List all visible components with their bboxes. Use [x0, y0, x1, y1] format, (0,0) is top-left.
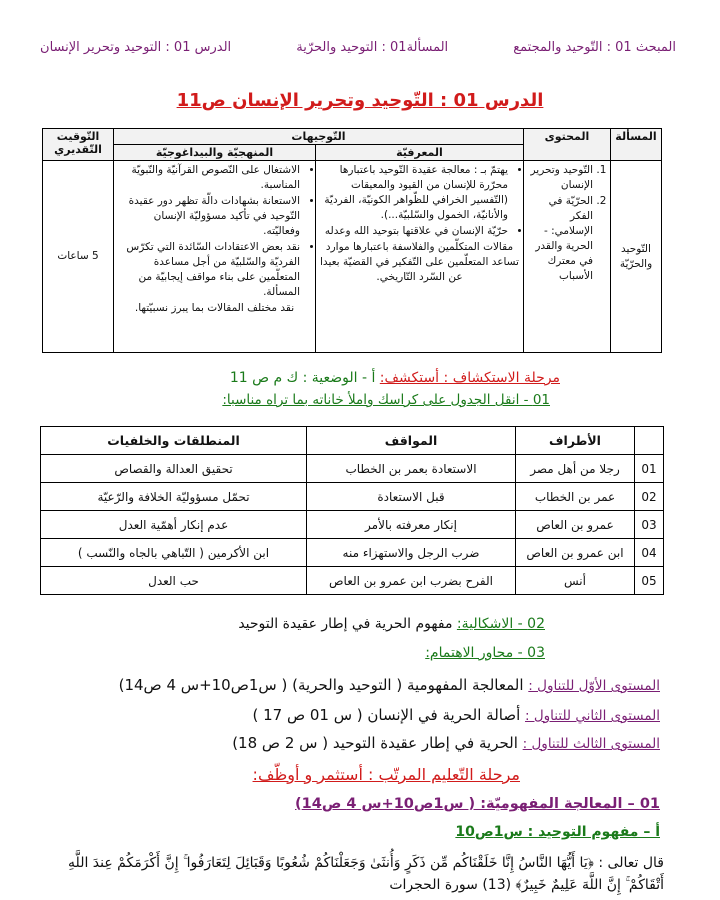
table-row — [41, 539, 664, 567]
lesson-title: الدرس 01 : التّوحيد وتحرير الإنسان ص11 — [176, 90, 544, 111]
row-number: 04 — [635, 539, 664, 567]
col-timing: التّوقيت التّقديري — [43, 129, 114, 161]
verse-block — [56, 852, 664, 896]
cell-content — [524, 161, 611, 353]
method-note: نقد مختلف المقالات بما يبرز نسبيّتها. — [134, 302, 295, 314]
table-header-row — [41, 427, 664, 455]
lesson-plan-table — [42, 128, 662, 353]
method-item: • نقد بعض الاعتقادات السّائدة التي تكرّس الفرديّة والسّلبيّة من أجل مساعدة المتعلّمين على بناء مواقف إيجابيّة من المسألة. — [117, 240, 300, 300]
knowledge-item: • حرّيّة الإنسان في علاقتها بتوحيد الله وعدله — [319, 224, 508, 239]
axes-label: 03 - محاور الاهتمام: — [425, 645, 545, 661]
background-cell: حب العدل — [41, 567, 307, 595]
row-number: 05 — [635, 567, 664, 595]
party-cell: ابن عمرو بن العاص — [516, 539, 635, 567]
table-row — [41, 567, 664, 595]
cell-timing: 5 ساعات — [43, 161, 114, 353]
page-header — [40, 40, 676, 55]
background-cell: ابن الأكرمين ( التّباهي بالجاه والنّسب ) — [41, 539, 307, 567]
stance-cell: الاستعادة بعمر بن الخطاب — [307, 455, 516, 483]
col-guidance: التّوجيهات — [114, 129, 524, 145]
problematic-text: مفهوم الحرية في إطار عقيدة التوحيد — [238, 616, 457, 632]
col-method: المنهجيّة والبيداغوجيّة — [114, 145, 316, 161]
header-cell: المواقف — [307, 427, 516, 455]
stage1-line — [230, 370, 560, 386]
header-lesson: الدرس 01 : التوحيد وتحرير الإنسان — [40, 40, 232, 55]
party-cell: عمر بن الخطاب — [516, 483, 635, 511]
method-item: • الاشتغال على النّصوص القرآنيّة والنّبويّة المناسبة. — [117, 163, 300, 193]
method-item: • الاستعانة بشهادات دالّة تظهر دور عقيدة التّوحيد في تأكيد مسؤوليّة الإنسان وفعاليّته. — [117, 194, 300, 239]
header-cell: الأطراف — [516, 427, 635, 455]
verse-ref: (13) سورة الحجرات — [389, 877, 516, 893]
subsection-a: أ – مفهوم التوحيد : س1ص10 — [455, 824, 660, 840]
level-3 — [232, 734, 660, 752]
content-item: 1. التّوحيد وتحرير الإنسان — [527, 163, 593, 193]
col-content: المحتوى — [524, 129, 611, 161]
stance-cell: إنكار معرفته بالأمر — [307, 511, 516, 539]
level-1 — [119, 676, 660, 694]
knowledge-note: مقالات المتكلّمين والفلاسفة باعتبارها موارد تساعد المتعلّمين على التّفكير في القضيّة بعيدا عن السّرد التّاريخي. — [320, 241, 519, 283]
stage1-title: مرحلة الاستكشاف : أستكشف: — [379, 370, 560, 386]
stance-cell: قبل الاستعادة — [307, 483, 516, 511]
cell-problem: التّوحيد والحرّيّة — [611, 161, 662, 353]
header-cell — [635, 427, 664, 455]
level-label: المستوى الثاني للتناول : — [525, 708, 660, 724]
verse-text: ﴿يَا أَيُّهَا النَّاسُ إِنَّا خَلَقْنَاكُم مِّن ذَكَرٍ وَأُنثَىٰ وَجَعَلْنَاكُمْ شُعُوبًا وَقَبَائِلَ لِتَعَارَفُوا ۚ إِنَّ أَكْرَمَكُمْ عِندَ اللَّهِ أَتْقَاكُمْ ۚ إِنَّ اللَّهَ عَلِيمٌ خَبِيرٌ﴾ — [68, 855, 664, 893]
problematic-line — [238, 616, 545, 632]
party-cell: أنس — [516, 567, 635, 595]
party-cell: رجلا من أهل مصر — [516, 455, 635, 483]
cell-method — [114, 161, 316, 353]
background-cell: عدم إنكار أهمّية العدل — [41, 511, 307, 539]
col-problem: المسألة — [611, 129, 662, 161]
instruction: 01 - انقل الجدول على كراسك واملأ خاناته بما تراه مناسبا: — [222, 392, 550, 408]
stance-cell: ضرب الرجل والاستهزاء منه — [307, 539, 516, 567]
section-01: 01 – المعالجة المفهوميّة: ( س1ص10+س 4 ص14) — [295, 796, 660, 812]
cell-knowledge — [316, 161, 524, 353]
table-row — [41, 511, 664, 539]
level-text: أصالة الحرية في الإنسان ( س 01 ص 17 ) — [252, 706, 526, 724]
knowledge-item: • يهتمّ بـ : معالجة عقيدة التّوحيد باعتبارها محرّرة للإنسان من القيود والمعيقات (التّفسير الخرافي للظّواهر الكونيّة، الفرديّة والأنانيّة، الخمول والسّلبيّة...). — [319, 163, 508, 223]
level-text: الحرية في إطار عقيدة التوحيد ( س 2 ص 18) — [232, 734, 523, 752]
verse-intro: قال تعالى : — [593, 855, 664, 871]
problematic-label: 02 - الاشكالية: — [456, 616, 545, 632]
header-problem: المسألة01 : التوحيد والحرّية — [296, 40, 449, 55]
party-cell: عمرو بن العاص — [516, 511, 635, 539]
row-number: 01 — [635, 455, 664, 483]
parties-table — [40, 426, 664, 595]
background-cell: تحمّل مسؤوليّة الخلافة والرّعيّة — [41, 483, 307, 511]
stage1-situation: أ - الوضعية : ك م ص 11 — [229, 370, 376, 386]
level-label: المستوى الثالث للتناول : — [522, 736, 660, 752]
stance-cell: الفرح بضرب ابن عمرو بن العاص — [307, 567, 516, 595]
header-section: المبحث 01 : التّوحيد والمجتمع — [513, 40, 676, 55]
col-knowledge: المعرفيّة — [316, 145, 524, 161]
level-2 — [252, 706, 660, 724]
row-number: 03 — [635, 511, 664, 539]
content-item: 2. الحرّيّة في الفكر الإسلامي: - الحرية والقدر في معترك الأسباب — [527, 194, 593, 284]
background-cell: تحقيق العدالة والقصاص — [41, 455, 307, 483]
table-row — [41, 455, 664, 483]
table-row — [41, 483, 664, 511]
level-label: المستوى الأوّل للتناول : — [528, 678, 660, 694]
level-text: المعالجة المفهومية ( التوحيد والحرية) ( س1ص10+س 4 ص14) — [118, 676, 529, 694]
row-number: 02 — [635, 483, 664, 511]
header-cell: المنطلقات والخلفيات — [41, 427, 307, 455]
stage2-title: مرحلة التّعليم المرتّب : أستثمر و أوظّف: — [252, 765, 520, 784]
